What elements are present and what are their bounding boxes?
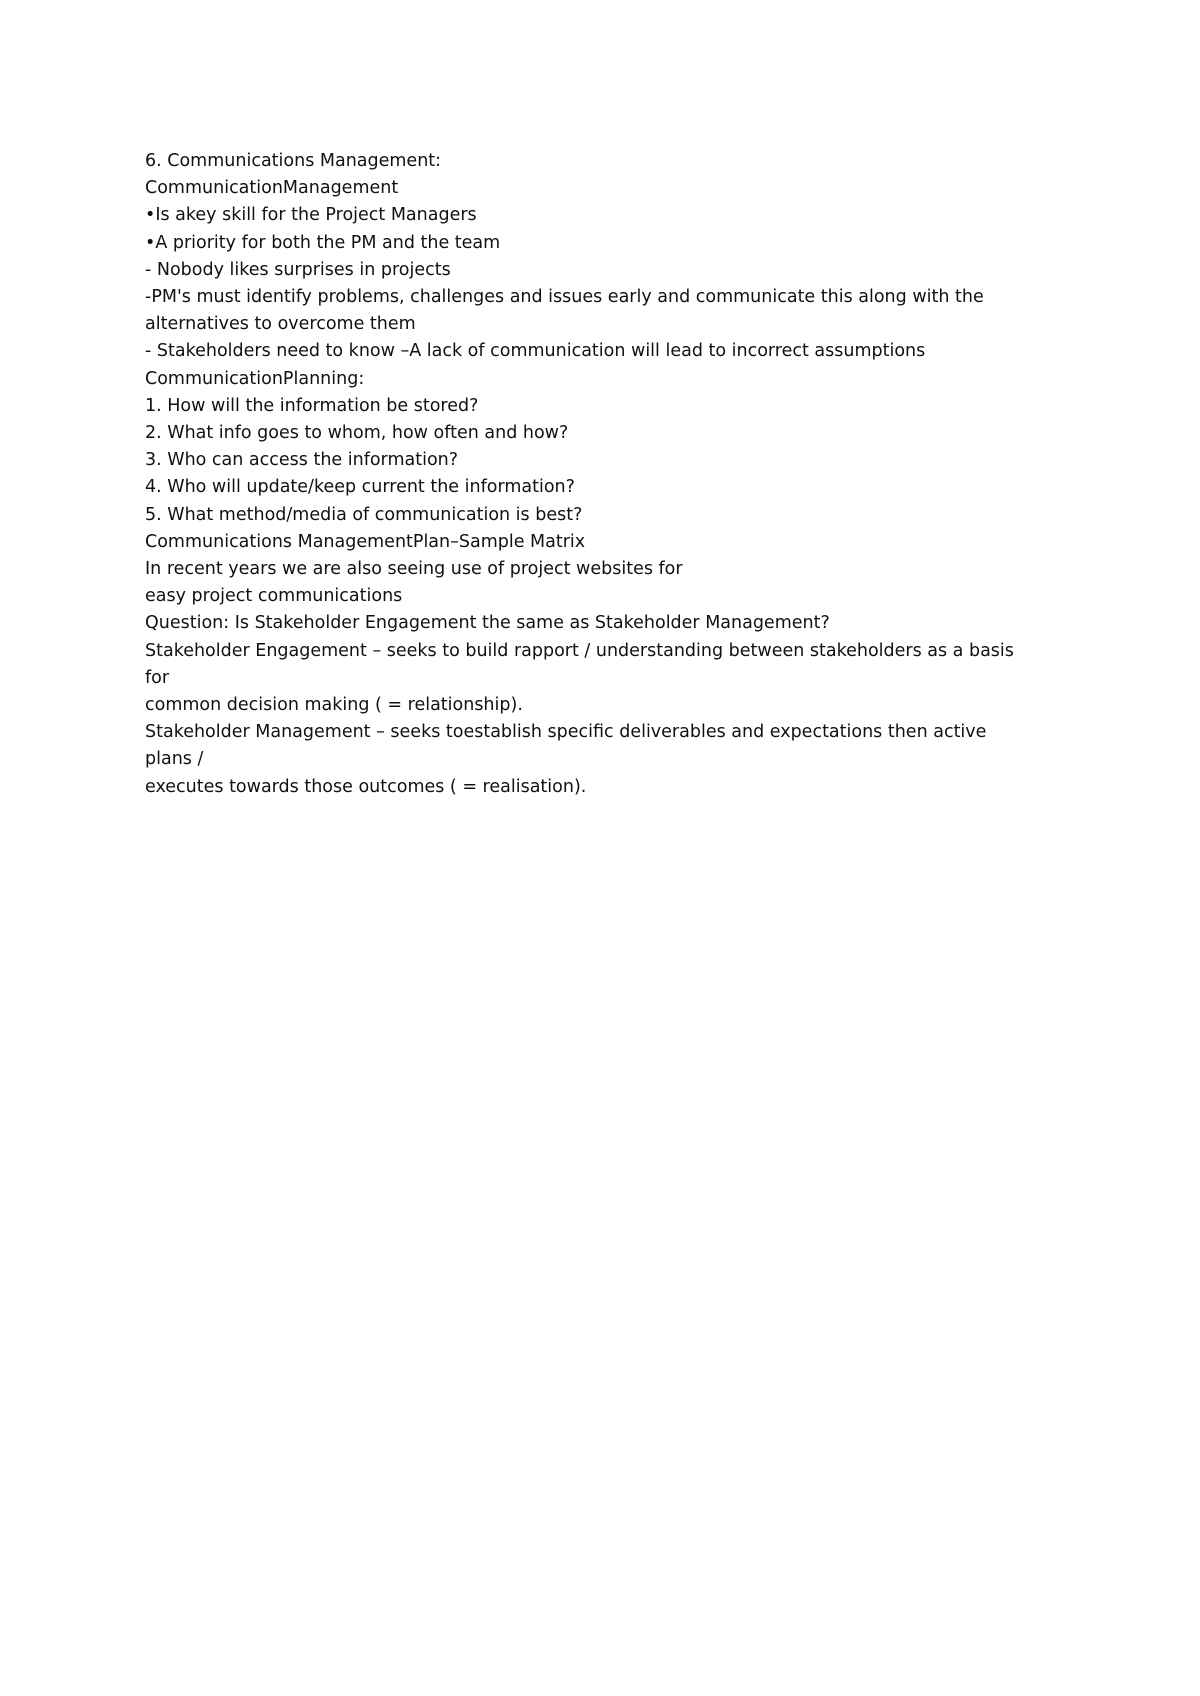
- bullet-line: •A priority for both the PM and the team: [145, 232, 501, 253]
- text-line: plans /: [145, 749, 204, 770]
- numbered-item: 2. What info goes to whom, how often and how?: [145, 423, 569, 444]
- text-line: In recent years we are also seeing use of project websites for: [145, 559, 683, 580]
- text-line: alternatives to overcome them: [145, 314, 416, 335]
- text-line: -PM's must identify problems, challenges and issues early and communicate this along with the: [145, 287, 984, 308]
- text-line: - Stakeholders need to know –A lack of communication will lead to incorrect assumptions: [145, 341, 926, 362]
- document-body: [145, 148, 1055, 801]
- text-line: - Nobody likes surprises in projects: [145, 259, 451, 280]
- text-line: Stakeholder Management – seeks toestablish specific deliverables and expectations then active: [145, 722, 987, 743]
- section-heading: 6. Communications Management:: [145, 151, 442, 171]
- numbered-item: 5. What method/media of communication is best?: [145, 504, 583, 525]
- bullet-line: •Is akey skill for the Project Managers: [145, 205, 477, 226]
- subheading-communication-planning: CommunicationPlanning:: [145, 368, 365, 389]
- text-line: Communications ManagementPlan–Sample Matrix: [145, 531, 586, 552]
- numbered-item: 3. Who can access the information?: [145, 450, 459, 471]
- text-line: common decision making ( = relationship).: [145, 695, 523, 716]
- text-line: Stakeholder Engagement – seeks to build rapport / understanding between stakeholders as a basis: [145, 640, 1014, 661]
- numbered-item: 4. Who will update/keep current the information?: [145, 477, 575, 498]
- numbered-item: 1. How will the information be stored?: [145, 395, 479, 416]
- text-line: easy project communications: [145, 586, 403, 607]
- text-line: executes towards those outcomes ( = realisation).: [145, 776, 587, 797]
- question-line: Question: Is Stakeholder Engagement the same as Stakeholder Management?: [145, 613, 830, 634]
- subheading-communication-management: CommunicationManagement: [145, 178, 399, 199]
- text-line: for: [145, 667, 170, 688]
